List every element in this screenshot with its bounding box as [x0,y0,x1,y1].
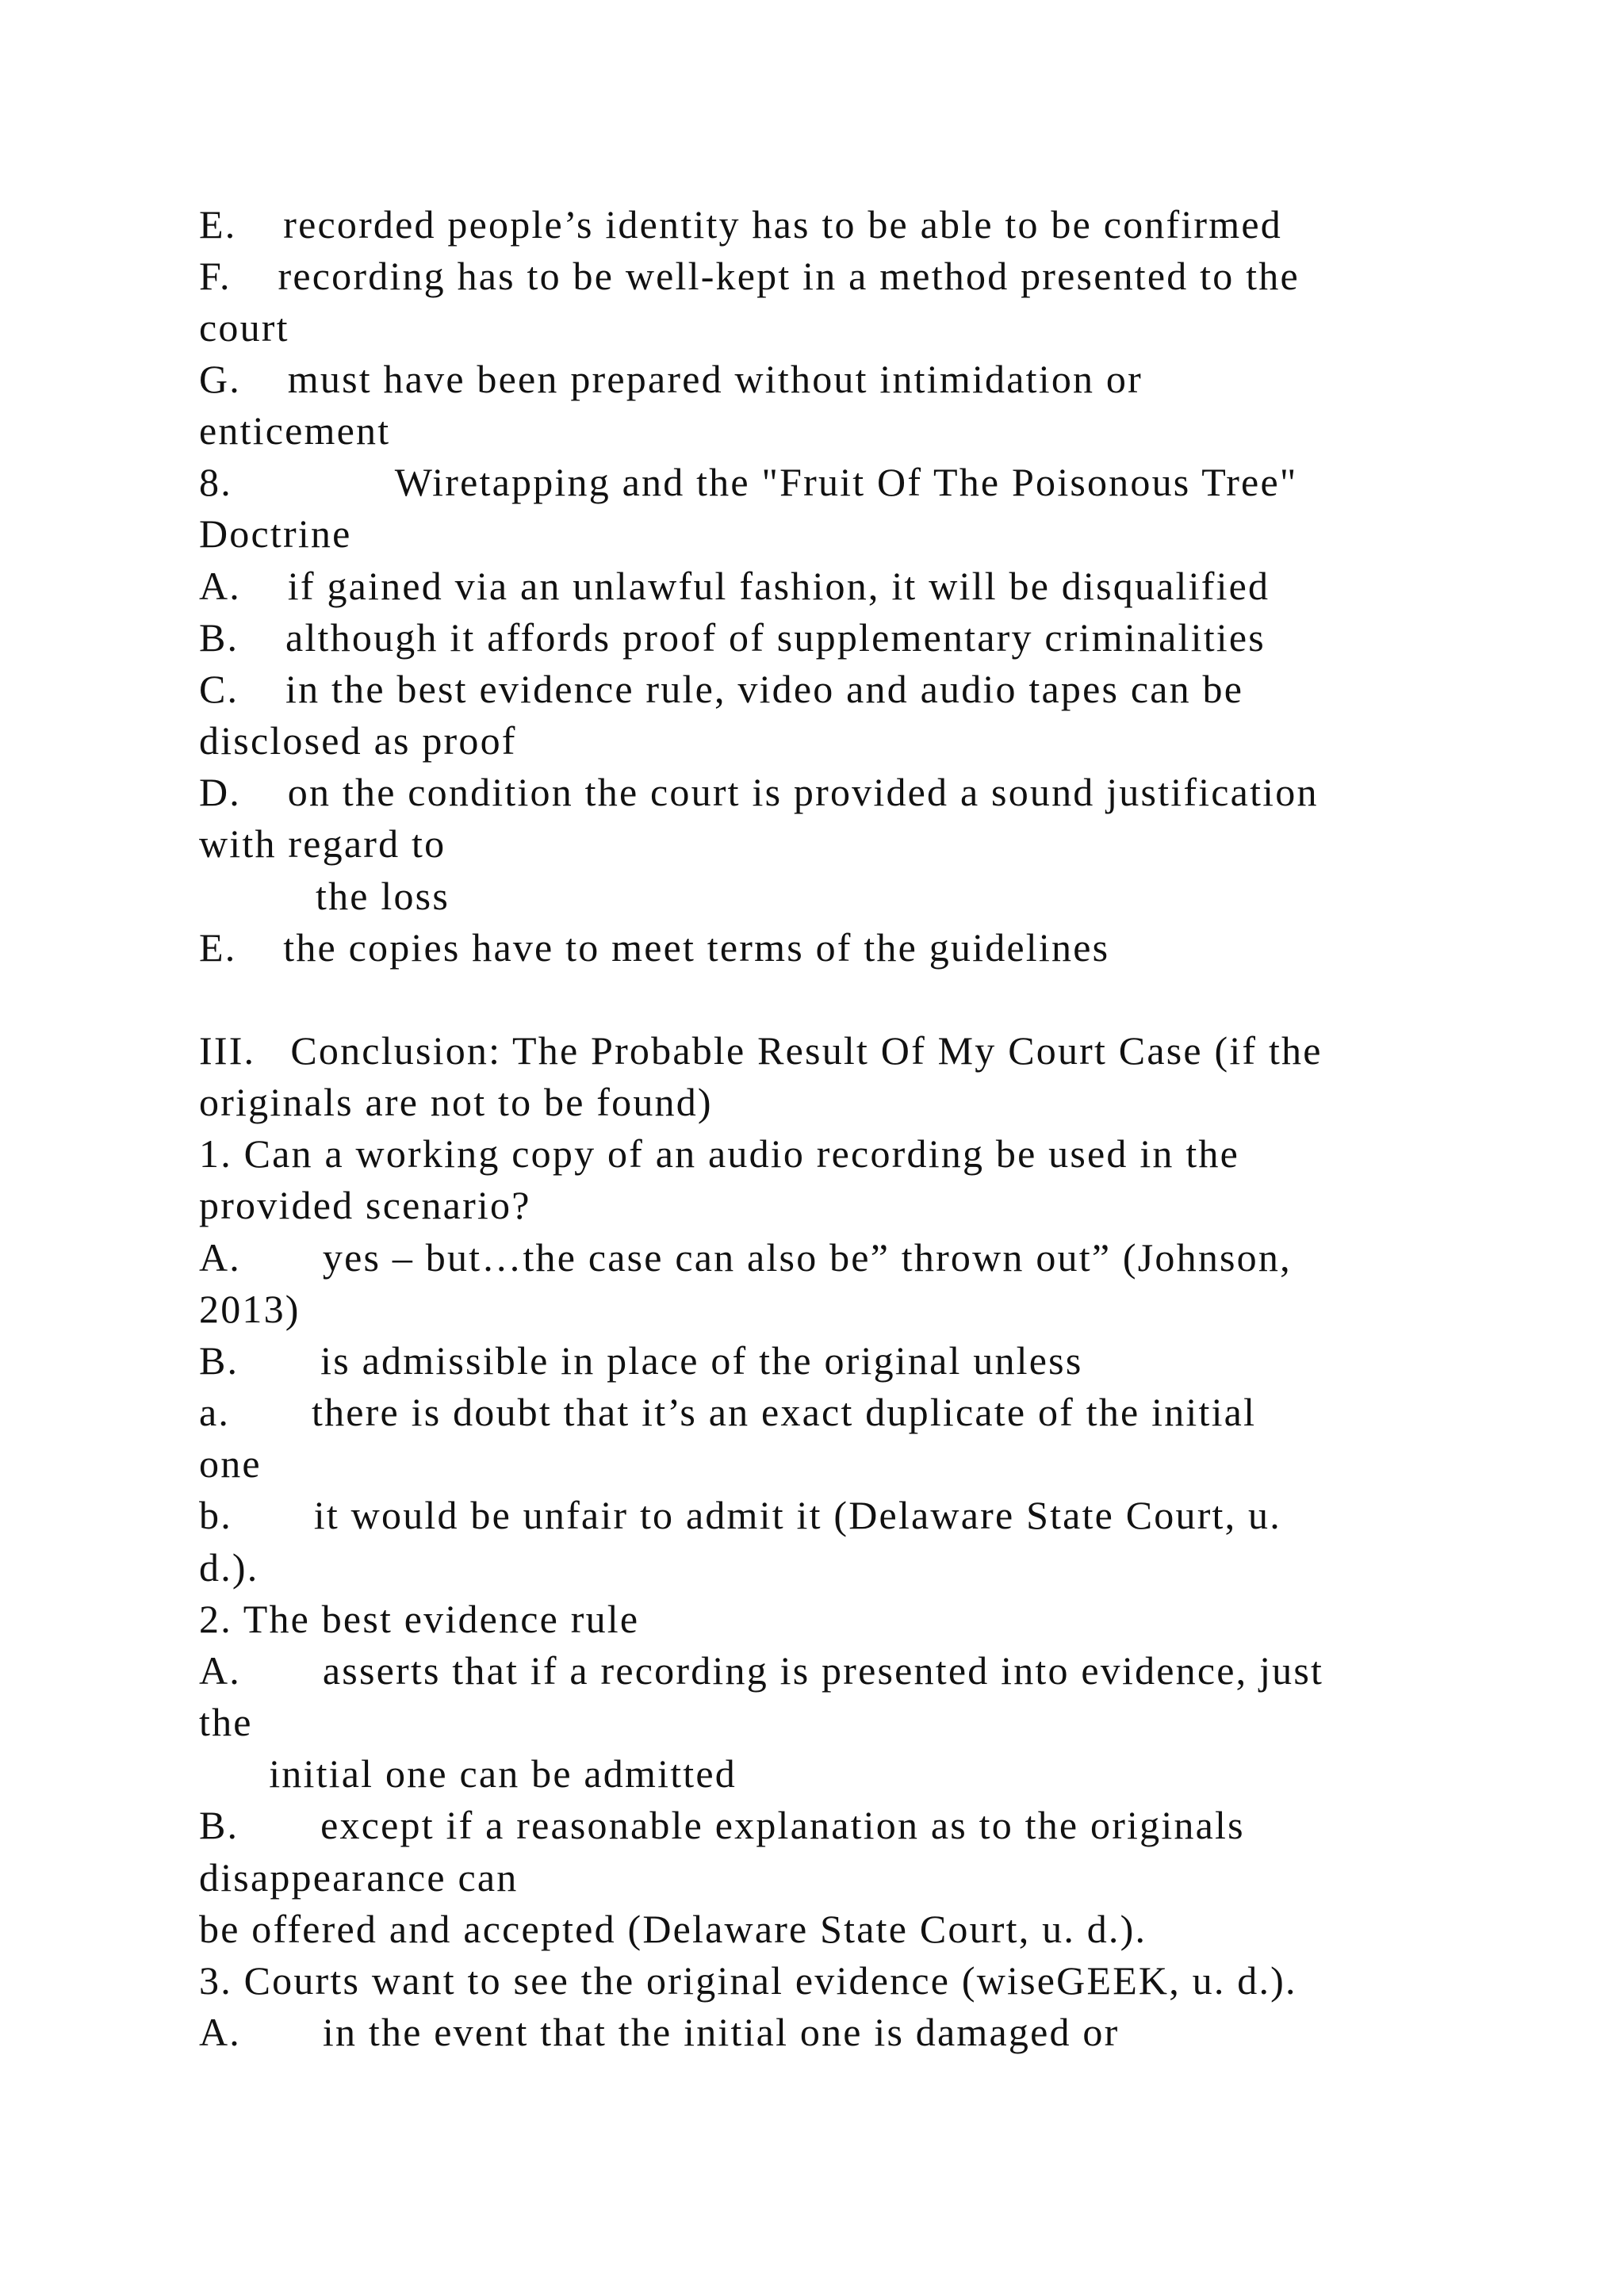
text-line-disclosed: disclosed as proof [199,718,517,763]
text-line-f-recording: F. recording has to be well-kept in a method presented to the [199,254,1300,298]
section-heading-conclusion: III. Conclusion: The Probable Result Of My Court Case (if the [199,1028,1323,1073]
text-line-c-best-evidence: C. in the best evidence rule, video and audio tapes can be [199,667,1244,711]
text-line-1-working-copy: 1. Can a working copy of an audio recording be used in the [199,1131,1239,1176]
text-line-with-regard: with regard to [199,821,446,866]
text-line-dd: d.). [199,1545,259,1590]
text-line-b-admissible: B. is admissible in place of the original unless [199,1338,1083,1383]
text-line-a-asserts: A. asserts that if a recording is presented into evidence, just [199,1648,1324,1693]
text-line-3-courts: 3. Courts want to see the original evidence (wiseGEEK, u. d.). [199,1958,1297,2003]
text-line-originals: originals are not to be found) [199,1080,713,1124]
text-line-the: the [199,1700,253,1744]
text-line-b-proof: B. although it affords proof of supplementary criminalities [199,615,1266,660]
text-line-b-except: B. except if a reasonable explanation as to the originals [199,1803,1245,1847]
text-line-scenario: provided scenario? [199,1183,531,1227]
text-line-court: court [199,305,289,350]
text-line-doctrine: Doctrine [199,511,352,556]
text-line-8-wiretapping: 8. Wiretapping and the "Fruit Of The Poisonous Tree" [199,460,1298,504]
text-line-e-copies: E. the copies have to meet terms of the guidelines [199,925,1110,970]
text-line-g-prepared: G. must have been prepared without intimidation or [199,357,1143,401]
text-line-2013: 2013) [199,1287,301,1331]
text-line-d-justification: D. on the condition the court is provided a sound justification [199,770,1319,814]
text-line-enticement: enticement [199,408,391,453]
text-line-a-damaged: A. in the event that the initial one is damaged or [199,2010,1120,2054]
text-line-a-yes: A. yes – but…the case can also be” thrown out” (Johnson, [199,1235,1292,1280]
text-line-initial-one: initial one can be admitted [199,1751,737,1796]
text-line-offered: be offered and accepted (Delaware State Court, u. d.). [199,1907,1147,1951]
text-line-the-loss: the loss [199,874,450,918]
text-line-b-unfair: b. it would be unfair to admit it (Delaware State Court, u. [199,1493,1281,1537]
text-line-a-unlawful: A. if gained via an unlawful fashion, it will be disqualified [199,564,1270,608]
text-line-e-identity: E. recorded people’s identity has to be able to be confirmed [199,202,1282,247]
text-line-2-best-evidence: 2. The best evidence rule [199,1597,640,1641]
text-line-one: one [199,1441,262,1486]
text-line-a-doubt: a. there is doubt that it’s an exact duplicate of the initial [199,1390,1257,1434]
text-line-disappearance: disappearance can [199,1855,519,1900]
